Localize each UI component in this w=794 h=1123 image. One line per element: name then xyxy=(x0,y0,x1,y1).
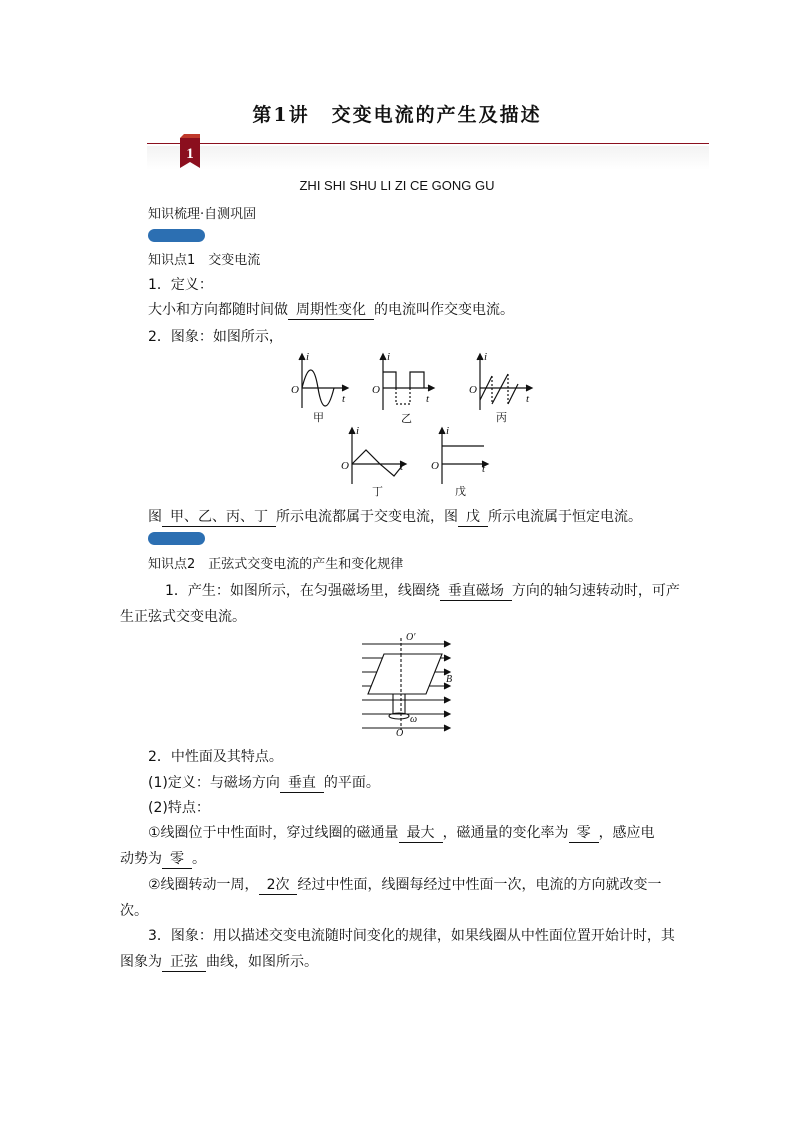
kp2-fig-labels-o-prime: O′ xyxy=(406,632,416,643)
kp2-fig-labels-b: B xyxy=(446,674,453,685)
section-header-band xyxy=(147,146,709,170)
fill-blank: 零 xyxy=(569,825,599,843)
fill-blank: 戊 xyxy=(458,509,488,527)
feature-1-line1 xyxy=(148,822,655,843)
knowledge-point-pill xyxy=(148,229,205,242)
kp1-graph-labels-t: t xyxy=(400,461,404,473)
neutral-plane-features-label: (2)特点： xyxy=(148,800,210,816)
lecture-number: 第1讲 xyxy=(252,104,310,126)
section-badge: 1 xyxy=(186,146,194,162)
kp1-definition xyxy=(148,299,514,320)
graph-description-line1: 3．图象：用以描述交变电流随时间变化的规律，如果线圈从中性面位置开始计时，其 xyxy=(148,928,675,944)
kp2-gen-line1-post: 方向的轴匀速转动时，可产 xyxy=(511,583,680,599)
kp1-graph-labels-i: i xyxy=(387,351,391,363)
kp1-graph-labels-wu: 戊 xyxy=(455,486,466,498)
kp1-conclusion-post: 所示电流属于恒定电流。 xyxy=(488,509,642,525)
kp1-graph-labels-yi: 乙 xyxy=(401,413,412,425)
kp2-f2-pre: ②线圈转动一周， xyxy=(148,877,259,893)
kp1-def-post: 的电流叫作交变电流。 xyxy=(374,302,514,318)
graph-description-line2 xyxy=(120,951,318,972)
current-waveform-figure xyxy=(280,348,550,498)
kp1-graph-labels-o: O xyxy=(469,384,477,396)
kp2-f2-post: 经过中性面，线圈每经过中性面一次，电流的方向就改变一 xyxy=(297,877,662,893)
section-number-badge xyxy=(178,134,202,174)
kp2-img-line2-post: 曲线，如图所示。 xyxy=(206,954,318,970)
kp1-conclusion-mid: 所示电流都属于交变电流，图 xyxy=(276,509,458,525)
kp1-graph-labels-ding: 丁 xyxy=(372,486,383,498)
fill-blank: 最大 xyxy=(399,825,443,843)
kp1-graph-labels-t: t xyxy=(342,393,346,405)
kp2-def-pre: (1)定义：与磁场方向 xyxy=(148,775,280,791)
kp2-heading: 知识点2 正弦式交变电流的产生和变化规律 xyxy=(148,557,404,572)
knowledge-point-pill xyxy=(148,532,205,545)
kp1-graph-labels-i: i xyxy=(446,425,450,437)
fill-blank: 周期性变化 xyxy=(288,302,374,320)
kp2-gen-line1-pre: 1．产生：如图所示，在匀强磁场里，线圈绕 xyxy=(165,583,440,599)
fill-blank: 甲、乙、丙、丁 xyxy=(162,509,276,527)
fill-blank: 垂直磁场 xyxy=(440,583,512,601)
kp1-graph-labels-bing: 丙 xyxy=(496,412,507,424)
fill-blank: 垂直 xyxy=(280,775,324,793)
lecture-topic: 交变电流的产生及描述 xyxy=(331,104,542,126)
kp1-graph-labels-o: O xyxy=(291,384,299,396)
kp1-graph-labels-i: i xyxy=(484,351,488,363)
kp2-f1-line2-post: 。 xyxy=(192,851,206,867)
feature-1-line2 xyxy=(120,848,206,869)
section-header-rule xyxy=(147,143,709,144)
kp1-graph-labels-o: O xyxy=(431,460,439,472)
kp2-f1-line2-pre: 动势为 xyxy=(120,851,162,867)
kp1-conclusion-pre: 图 xyxy=(148,509,162,525)
kp1-graph-label: 2．图象：如图所示， xyxy=(148,329,283,345)
kp2-f1-post: ，感应电 xyxy=(598,825,655,841)
kp1-graph-labels-i: i xyxy=(356,425,360,437)
kp2-generation-line1 xyxy=(165,580,680,601)
kp2-def-post: 的平面。 xyxy=(323,775,380,791)
kp1-graph-labels-t: t xyxy=(426,393,430,405)
fill-blank: 2次 xyxy=(259,877,298,895)
neutral-plane-heading: 2．中性面及其特点。 xyxy=(148,749,283,765)
pinyin-heading: ZHI SHI SHU LI ZI CE GONG GU xyxy=(299,178,495,193)
kp2-img-line2-pre: 图象为 xyxy=(120,954,162,970)
fill-blank: 零 xyxy=(162,851,192,869)
kp1-conclusion xyxy=(148,506,642,527)
kp2-fig-labels-o: O xyxy=(396,728,404,739)
kp1-def-pre: 大小和方向都随时间做 xyxy=(148,302,288,318)
feature-2-line2: 次。 xyxy=(120,903,148,919)
kp1-graph-labels-t: t xyxy=(526,393,530,405)
rotating-coil-figure xyxy=(360,630,460,740)
kp2-f1-mid: ，磁通量的变化率为 xyxy=(442,825,569,841)
kp1-heading: 知识点1 交变电流 xyxy=(148,253,261,268)
kp2-generation-line2: 生正弦式交变电流。 xyxy=(120,609,246,625)
fill-blank: 正弦 xyxy=(162,954,206,972)
kp1-graph-labels-jia: 甲 xyxy=(313,412,324,424)
kp1-graph-labels-o: O xyxy=(341,460,349,472)
kp1-graph-labels-o: O xyxy=(372,384,380,396)
kp2-fig-labels-omega: ω xyxy=(410,714,418,725)
page-title xyxy=(0,100,794,127)
kp1-graph-labels-t: t xyxy=(482,463,486,475)
kp1-graph-labels-i: i xyxy=(306,351,310,363)
section-title: 知识梳理·自测巩固 xyxy=(148,207,257,222)
kp2-f1-pre: ①线圈位于中性面时，穿过线圈的磁通量 xyxy=(148,825,399,841)
kp1-definition-label: 1．定义： xyxy=(148,277,213,293)
neutral-plane-definition xyxy=(148,772,380,793)
feature-2-line1 xyxy=(148,874,661,895)
